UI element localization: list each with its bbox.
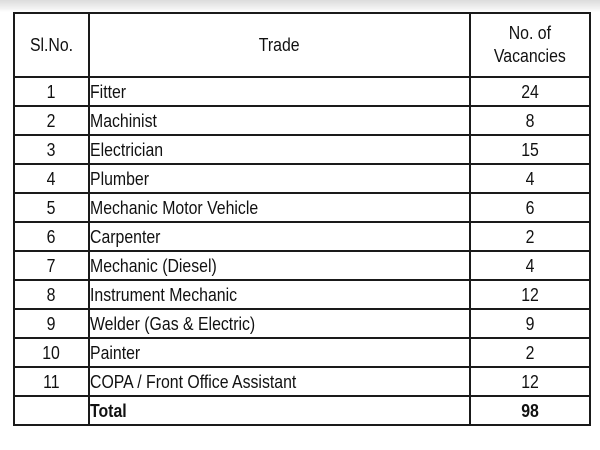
cell-sl-no: 1	[14, 77, 89, 106]
table-header-row	[14, 13, 590, 77]
header-sl-no: Sl.No.	[14, 13, 89, 77]
cell-sl-no: 4	[14, 164, 89, 193]
cell-total-vacancies: 98	[470, 396, 590, 425]
cell-vacancies: 6	[470, 193, 590, 222]
table-row	[14, 106, 590, 135]
table-row	[14, 222, 590, 251]
cell-total-sl-no	[14, 396, 89, 425]
cell-vacancies: 2	[470, 222, 590, 251]
table-row	[14, 164, 590, 193]
cell-sl-no: 11	[14, 367, 89, 396]
cell-vacancies: 2	[470, 338, 590, 367]
cell-trade: Plumber	[89, 164, 470, 193]
cell-sl-no: 7	[14, 251, 89, 280]
cell-sl-no: 5	[14, 193, 89, 222]
header-vacancies: No. of Vacancies	[470, 13, 590, 77]
cell-vacancies: 15	[470, 135, 590, 164]
cell-sl-no: 9	[14, 309, 89, 338]
top-shadow	[0, 0, 600, 12]
cell-vacancies: 9	[470, 309, 590, 338]
table-total-row	[14, 396, 590, 425]
table-row	[14, 135, 590, 164]
cell-trade: Machinist	[89, 106, 470, 135]
table-row	[14, 280, 590, 309]
cell-vacancies: 8	[470, 106, 590, 135]
cell-trade: Mechanic Motor Vehicle	[89, 193, 470, 222]
cell-sl-no: 2	[14, 106, 89, 135]
cell-trade: Painter	[89, 338, 470, 367]
cell-trade: Fitter	[89, 77, 470, 106]
table-row	[14, 338, 590, 367]
table-row	[14, 77, 590, 106]
cell-trade: Instrument Mechanic	[89, 280, 470, 309]
cell-vacancies: 12	[470, 280, 590, 309]
cell-vacancies: 24	[470, 77, 590, 106]
cell-sl-no: 8	[14, 280, 89, 309]
vacancies-table	[13, 12, 591, 426]
table-row	[14, 367, 590, 396]
table-row	[14, 309, 590, 338]
cell-total-label: Total	[89, 396, 470, 425]
table-row	[14, 251, 590, 280]
cell-trade: COPA / Front Office Assistant	[89, 367, 470, 396]
cell-trade: Carpenter	[89, 222, 470, 251]
table-row	[14, 193, 590, 222]
cell-trade: Mechanic (Diesel)	[89, 251, 470, 280]
cell-vacancies: 4	[470, 164, 590, 193]
cell-trade: Electrician	[89, 135, 470, 164]
cell-vacancies: 4	[470, 251, 590, 280]
header-trade: Trade	[89, 13, 470, 77]
cell-sl-no: 6	[14, 222, 89, 251]
cell-trade: Welder (Gas & Electric)	[89, 309, 470, 338]
cell-sl-no: 3	[14, 135, 89, 164]
cell-sl-no: 10	[14, 338, 89, 367]
cell-vacancies: 12	[470, 367, 590, 396]
